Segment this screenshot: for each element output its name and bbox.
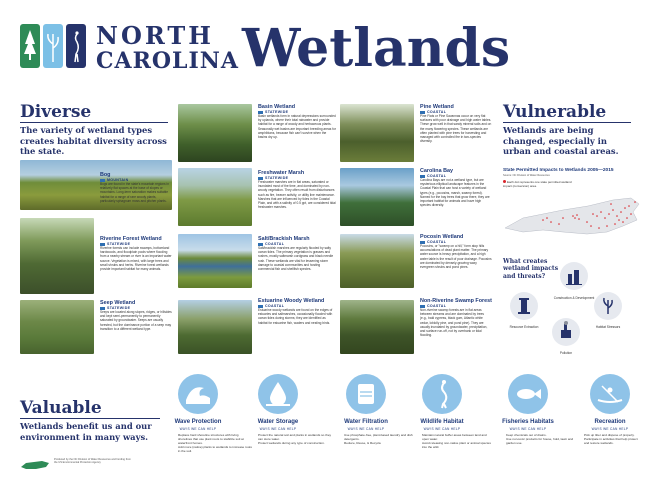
riverine-card [100,236,172,271]
diverse-heading: Diverse [20,102,92,122]
footer-credit-line2: the US Environmental Protection Agency [54,461,101,465]
title-wetlands: Wetlands [242,18,511,79]
bog-card [100,172,172,203]
recreation-icon [590,374,630,414]
pine-tag: COASTAL [420,110,492,114]
salt-marsh-title: Salt/Brackish Marsh [258,236,310,242]
construction-threat-label: Construction & Development [553,296,595,300]
valuable-heading: Valuable [20,398,102,418]
vulnerable-subheading: Wetlands are being changed, especially in urban and coastal areas. [503,125,619,156]
water-filtration-sublabel: WAYS WE CAN HELP [347,427,385,431]
valuable-subheading: Wetlands benefit us and our environment in many ways. [20,421,152,442]
swamp-forest-photo [340,300,414,354]
pine-title: Pine Wetland [420,104,454,110]
estuarine-card [258,298,336,325]
map-title: State Permitted Impacts to Wetlands 2005—2015 [503,168,614,173]
seep-card [100,300,172,331]
diverse-subheading: The variety of wetland types creates habitat diversity across the state. [20,125,167,156]
plant-logo-icon [43,24,63,68]
vulnerable-divider [503,122,631,123]
diverse-divider [20,122,168,123]
basin-tag: STATEWIDE [258,110,336,114]
water-storage-bullet: Protect the natural soil and plants in wetlands so they can store water. [258,433,332,441]
riverine-tag: STATEWIDE [100,242,172,246]
estuarine-photo [178,300,252,354]
seep-tag: STATEWIDE [100,306,172,310]
bog-tag: MOUNTAIN [100,178,172,182]
freshwater-desc: Freshwater marshes are in flat areas, saturated or inundated most of the time, and dominated by non-woody vegetation. They often result from disturbances such as fire, beaver activity, or utility line maintenance. Marshes that are influenced by tides in the Coastal Plain, and with a salinity of 0.5 ppt, are considered tidal freshwater marshes. [258,180,336,210]
pocosin-desc: Pocosins, or "swamp on a hill," form atop hills accumulations of dead plant matter. The primary water source is heavy precipitation, and a high water table is the result of poor drainage. Pocosins are dominated by densely-growing waxy evergreen shrubs and pond pines. [420,244,492,270]
threats-heading: What creates wetland impacts and threats? [503,258,559,280]
carolina-bay-photo [340,168,414,226]
seep-desc: Seeps are located along slopes, ridges, or hillsides and kept semi-permanently to permanently saturated by groundwater. Seeps are usually forested, but the dominance portion of a seep may transition to a different wetland type. [100,310,172,331]
pollution-threat-label: Pollution [559,351,573,355]
water-storage-sublabel: WAYS WE CAN HELP [259,427,297,431]
nc-state-outline-icon [505,198,639,234]
nc-impact-map [503,188,641,238]
salt-marsh-tag: COASTAL [258,242,336,246]
estuarine-tag: COASTAL [258,304,336,308]
recreation-title: Recreation [594,419,626,425]
water-storage-icon [258,374,298,414]
pocosin-photo [340,234,414,288]
fisheries-habitat-icon [508,374,548,414]
water-filtration-title: Water Filtration [344,419,388,425]
carolina-bay-desc: Carolina Bays are not a wetland type, but are mysterious elliptical landscape features in the Coastal Plain that can host a variety of wetland types (e.g., pocosins, marsh, swamp forest). Named for the bay trees that grow there, they are important habitat for animals and have high species diversity. [420,178,490,208]
freshwater-card [258,170,336,209]
tree-logo-icon [20,24,40,68]
carolina-bay-tag: COASTAL [420,174,492,178]
basin-photo [178,104,252,162]
pollution-threat-icon [552,318,580,346]
riverine-title: Riverine Forest Wetland [100,236,162,242]
estuarine-desc: Estuarine woody wetlands are found on the edges of estuaries and saltmarshes, occasionally flooded with ocean tides during storms; they are identified as habitat for estuarine fish, waders and nesting birds. [258,308,333,325]
wave-protection-sublabel: WAYS WE CAN HELP [179,427,217,431]
basin-title: Basin Wetland [258,104,296,110]
map-source: Source: NC Division of Water Resources [503,174,550,177]
title-north: NORTH [96,21,214,50]
freshwater-tag: STATEWIDE [258,176,336,180]
pocosin-card [420,234,492,269]
swamp-forest-tag: COASTAL [420,304,492,308]
pine-desc: Pine Flats or Pine Savannas occur on very flat surfaces with poor drainage and high water tables. These grow well in that sandy mineral soils and on the many flowering species. These wetlands are often planted with pine trees for harvesting and managed with controlled fire in two-species diversity. [420,114,492,144]
water-filtration-bullet: Use phosphate-free, plant-based laundry and dish detergents. [344,433,413,441]
wildlife-habitat-bullet: Maintain natural buffer areas between land and open water. [422,433,487,441]
construction-threat-icon [560,262,588,290]
water-filtration-icon [346,374,386,414]
fisheries-habitat-sublabel: WAYS WE CAN HELP [509,427,547,431]
salt-marsh-desc: Salt/brackish marshes are regularly flooded by salty ocean tides. The primary vegetation is grasses and rushes, mostly saltmarsh cordgrass and black needle rush. These wetlands are vital for lessening storm damage to coastal communities and hosting commercial fish and shellfish species. [258,246,334,272]
recreation-bullet: Pick up litter and dispose of properly. [584,433,635,437]
wave-protection-bullets [178,433,252,453]
carolina-bay-title: Carolina Bay [420,168,453,174]
fisheries-habitat-bullets [506,433,576,445]
fisheries-habitat-bullet: Keep chemicals out of drains. [506,433,547,437]
heron-logo-icon [66,24,86,68]
salt-marsh-photo [178,234,252,288]
pocosin-tag: COASTAL [420,240,492,244]
habitat-threat-label: Habitat Stressors [595,325,621,329]
wildlife-habitat-bullets [422,433,494,449]
swamp-forest-title: Non-Riverine Swamp Forest [420,298,492,304]
wildlife-habitat-sublabel: WAYS WE CAN HELP [423,427,461,431]
water-filtration-bullets [344,433,414,445]
habitat-threat-icon [594,292,622,320]
water-storage-bullets [258,433,332,445]
swamp-forest-desc: Non-riverine swamp forests are in flat areas between streams and are dominated by trees (e.g., bald cypress, black gum, Atlantic white cedar, loblolly pine, and pond pine). They are usually inundated by groundwater, precipitation, and surface run-off, not by overbank or tidal flooding. [420,308,488,338]
water-filtration-bullet: Reduce, Reuse, & Recycle [344,441,381,445]
header-logos [20,22,90,72]
seep-photo [20,300,94,354]
freshwater-title: Freshwater Marsh [258,170,305,176]
basin-desc: Basin wetlands form in natural depressions surrounded by uplands, where their total rainwater and provide habitat for a range of woody and herbaceous plants. Seasonally wet basins are important breeding areas for amphibians, because fish can't survive when the basins dry up. [258,114,336,140]
recreation-sublabel: WAYS WE CAN HELP [591,427,629,431]
swamp-forest-card [420,298,492,337]
wave-protection-icon [178,374,218,414]
bog-desc: Bogs are found in the state's mountain regions in relatively flat spaces at the base of slopes or mountains. Long-term saturation makes suitable habitat for a range of rare woody plants, particularly sphagnum moss and pitcher plants. [100,182,170,203]
pine-photo [340,104,414,162]
wildlife-habitat-bullet: Avoid releasing non-native plant or animal species into the wild. [422,441,491,449]
estuarine-title: Estuarine Woody Wetland [258,298,325,304]
water-storage-title: Water Storage [257,419,299,425]
valuable-divider [20,418,160,419]
footer-credit-line1: Produced by the NC Division of Water Resources and funding from [54,458,131,461]
riverine-photo [20,218,94,294]
title-carolina: CAROLINA [96,48,239,74]
freshwater-photo [178,168,252,226]
wave-protection-title: Wave Protection [174,419,222,425]
wave-protection-bullet: Add more (native) plants to wetlands to increase roots in the soil. [178,445,252,453]
basin-card [258,104,336,139]
recreation-bullet: Participate in activities that help protect and restore wetlands. [584,437,638,445]
resource-threat-icon [510,292,538,320]
pine-card [420,104,492,143]
map-legend-dot-icon [503,180,506,183]
map-legend-text: Each dot represents one state permitted wetland impact (conversion) area. [503,180,572,188]
vulnerable-heading: Vulnerable [503,102,607,122]
seep-title: Seep Wetland [100,300,136,306]
carolina-bay-card [420,168,492,207]
fisheries-habitat-bullet: Use non-toxic products for house, hold, lawn and garden use. [506,437,574,445]
wave-protection-bullet: Replace hard shoreline structures with living shorelines that use plant roots to stabilize soil at waterfront homes. [178,433,244,445]
bog-title: Bog [100,172,111,178]
wildlife-habitat-icon [422,374,462,414]
footer-logo-text: NC Wetlands [24,459,40,462]
fisheries-habitat-title: Fisheries Habitats [502,419,554,425]
riverine-desc: Riverine forests can include swamps, bottomland hardwoods, and floodplain pools where flooding from a nearby stream or river is an important water source. Vegetation is mixed, with large trees and small shrubs and herbs. Riverine forest wetlands provide important habitat for many animals. [100,246,172,272]
salt-marsh-card [258,236,336,271]
pocosin-title: Pocosin Wetland [420,234,464,240]
wildlife-habitat-title: Wildlife Habitat [420,419,464,425]
footer-logo [20,456,50,468]
recreation-bullets [584,433,640,445]
footer-credit [54,458,164,465]
water-storage-bullet: Protect wetlands during any type of construction. [258,441,325,445]
resource-threat-label: Resource Extraction [509,325,539,329]
